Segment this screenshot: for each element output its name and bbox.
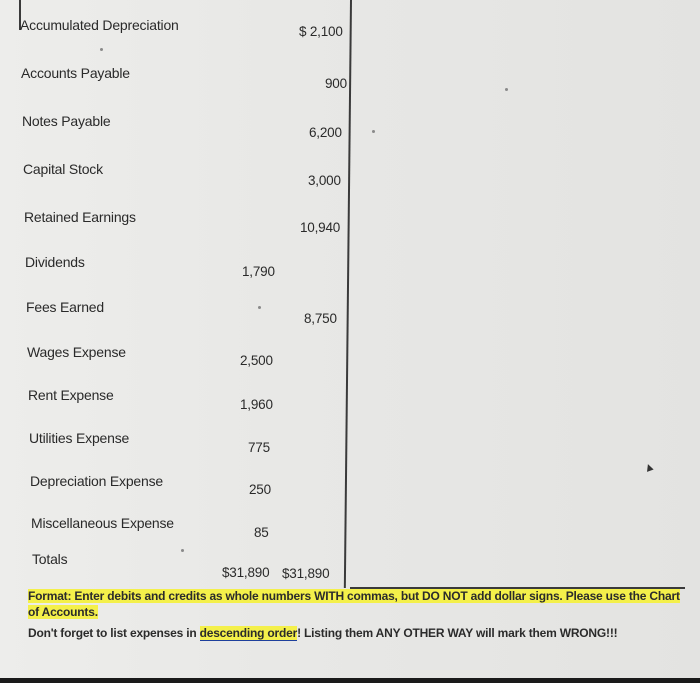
- bottom-bar: [0, 678, 700, 683]
- stray-dot: [505, 88, 508, 91]
- credit-amount-notes-payable: 6,200: [309, 125, 342, 140]
- debit-amount-wages-expense: 2,500: [240, 353, 273, 368]
- account-name-accumulated-depreciation: Accumulated Depreciation: [20, 17, 179, 33]
- account-name-wages-expense: Wages Expense: [27, 344, 126, 360]
- stray-dot: [100, 48, 103, 51]
- totals-credit: $31,890: [282, 566, 330, 581]
- stray-dot: [258, 306, 261, 309]
- reminder-highlight: descending order: [199, 626, 298, 640]
- account-name-capital-stock: Capital Stock: [23, 161, 103, 177]
- credit-amount-accumulated-depreciation: $ 2,100: [299, 24, 343, 39]
- credit-amount-accounts-payable: 900: [325, 76, 347, 91]
- account-name-accounts-payable: Accounts Payable: [21, 65, 130, 81]
- account-name-retained-earnings: Retained Earnings: [24, 209, 136, 225]
- format-instruction: [28, 588, 688, 620]
- reminder-after: ! Listing them ANY OTHER WAY will mark them WRONG!!!: [297, 626, 618, 640]
- order-reminder: [28, 625, 688, 641]
- totals-label: Totals: [32, 551, 68, 567]
- credit-amount-retained-earnings: 10,940: [300, 220, 341, 235]
- account-name-depreciation-expense: Depreciation Expense: [30, 473, 163, 489]
- account-name-rent-expense: Rent Expense: [28, 387, 114, 403]
- format-prefix: Format:: [28, 589, 75, 603]
- totals-debit: $31,890: [222, 565, 270, 580]
- debit-amount-rent-expense: 1,960: [240, 397, 273, 412]
- debit-amount-depreciation-expense: 250: [249, 482, 271, 497]
- account-name-notes-payable: Notes Payable: [22, 113, 111, 129]
- instructions-note: [28, 588, 688, 641]
- stray-dot: [181, 549, 184, 552]
- debit-amount-utilities-expense: 775: [248, 440, 270, 455]
- debit-amount-dividends: 1,790: [242, 264, 275, 279]
- credit-amount-capital-stock: 3,000: [308, 173, 341, 188]
- credit-amount-fees-earned: 8,750: [304, 311, 337, 326]
- account-name-utilities-expense: Utilities Expense: [29, 430, 130, 446]
- debit-amount-miscellaneous-expense: 85: [254, 525, 269, 540]
- mouse-cursor-icon: ▲: [640, 458, 657, 476]
- format-text: Enter debits and credits as whole numbers WITH commas, but DO NOT add dollar signs. Please use the Chart of Accounts.: [28, 589, 680, 619]
- account-name-dividends: Dividends: [25, 254, 85, 270]
- account-name-fees-earned: Fees Earned: [26, 299, 104, 315]
- stray-dot: [372, 130, 375, 133]
- account-name-miscellaneous-expense: Miscellaneous Expense: [31, 515, 174, 531]
- reminder-before: Don't forget to list expenses in: [28, 626, 200, 640]
